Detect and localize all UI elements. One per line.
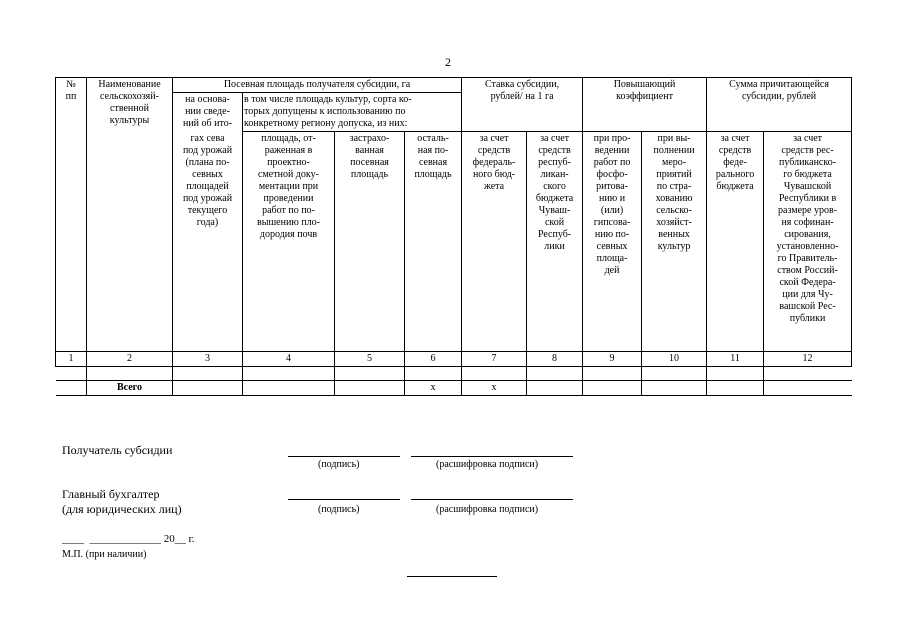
column-number: 5 xyxy=(335,352,405,367)
col10-header: при вы- полнении меро- приятий по стра- хованию сельско- хозяйст- венных культур xyxy=(642,132,707,352)
header-area-including: в том числе площадь культур, сорта ко- торых допущены к использованию по конкретному региону допуска, из них: xyxy=(243,93,462,132)
column-number: 9 xyxy=(583,352,642,367)
signature-caption-2: (подпись) xyxy=(318,504,360,515)
signature-caption: (подпись) xyxy=(318,459,360,470)
total-x-col7: х xyxy=(462,381,527,396)
col6-header: осталь- ная по- севная площадь xyxy=(405,132,462,352)
column-number: 10 xyxy=(642,352,707,367)
total-row xyxy=(56,381,852,396)
name-caption: (расшифровка подписи) xyxy=(436,459,539,470)
col3-header: гах сева под урожай (плана по- севных площадей под урожай текущего года) xyxy=(173,132,243,352)
column-number: 6 xyxy=(405,352,462,367)
header-crop-name: Наименование сельскохозяй- ственной культуры xyxy=(87,78,173,352)
page-number: 2 xyxy=(445,55,451,69)
header-sown-area: Посевная площадь получателя субсидии, га xyxy=(173,78,462,93)
column-number: 7 xyxy=(462,352,527,367)
header-area-basis: на основа- нии сведе- ний об ито- xyxy=(173,93,243,132)
name-line-2 xyxy=(411,499,573,500)
name-caption-2: (расшифровка подписи) xyxy=(436,504,539,515)
col7-header: за счет средств федераль- ного бюд- жета xyxy=(462,132,527,352)
column-number: 1 xyxy=(56,352,87,367)
column-number: 3 xyxy=(173,352,243,367)
name-line xyxy=(411,456,573,457)
col12-header: за счет средств рес- публиканско- го бюджета Чувашской Республики в размере уров- ня софинан- сирования, установленно- го Правитель- ством Россий- ской Федера- ции для Чу- вашской Рес- публики xyxy=(764,132,852,352)
col11-header: за счет средств феде- рального бюджета xyxy=(707,132,764,352)
header-subsidy-rate: Ставка субсидии, рублей/ на 1 га xyxy=(462,78,583,132)
chief-accountant-sublabel: (для юридических лиц) xyxy=(62,502,182,516)
header-increasing-coefficient: Повышающий коэффициент xyxy=(583,78,707,132)
table-row xyxy=(56,367,852,381)
chief-accountant-label: Главный бухгалтер xyxy=(62,487,160,501)
stamp-label: М.П. (при наличии) xyxy=(62,549,147,560)
column-numbers-row xyxy=(56,352,852,367)
col8-header: за счет средств респуб- ликан- ского бюджета Чуваш- ской Респуб- лики xyxy=(527,132,583,352)
column-number: 11 xyxy=(707,352,764,367)
column-number: 2 xyxy=(87,352,173,367)
subsidy-calculation-table xyxy=(55,77,852,396)
recipient-label: Получатель субсидии xyxy=(62,443,173,457)
total-label: Всего xyxy=(87,381,173,396)
col4-header: площадь, от- раженная в проектно- сметной доку- ментации при проведении работ по по- вышению пло- дородия почв xyxy=(243,132,335,352)
col5-header: застрахо- ванная посевная площадь xyxy=(335,132,405,352)
total-x-col6: х xyxy=(405,381,462,396)
signature-line-2 xyxy=(288,499,400,500)
column-number: 4 xyxy=(243,352,335,367)
column-number: 12 xyxy=(764,352,852,367)
date-line: ____ _____________ 20__ г. xyxy=(62,533,195,545)
signature-line xyxy=(288,456,400,457)
column-number: 8 xyxy=(527,352,583,367)
header-no: № пп xyxy=(56,78,87,352)
header-subsidy-amount: Сумма причитающейся субсидии, рублей xyxy=(707,78,852,132)
col9-header: при про- ведении работ по фосфо- ритова- нию и (или) гипсова- нию по- севных площа- дей xyxy=(583,132,642,352)
footnote-separator xyxy=(407,576,497,577)
